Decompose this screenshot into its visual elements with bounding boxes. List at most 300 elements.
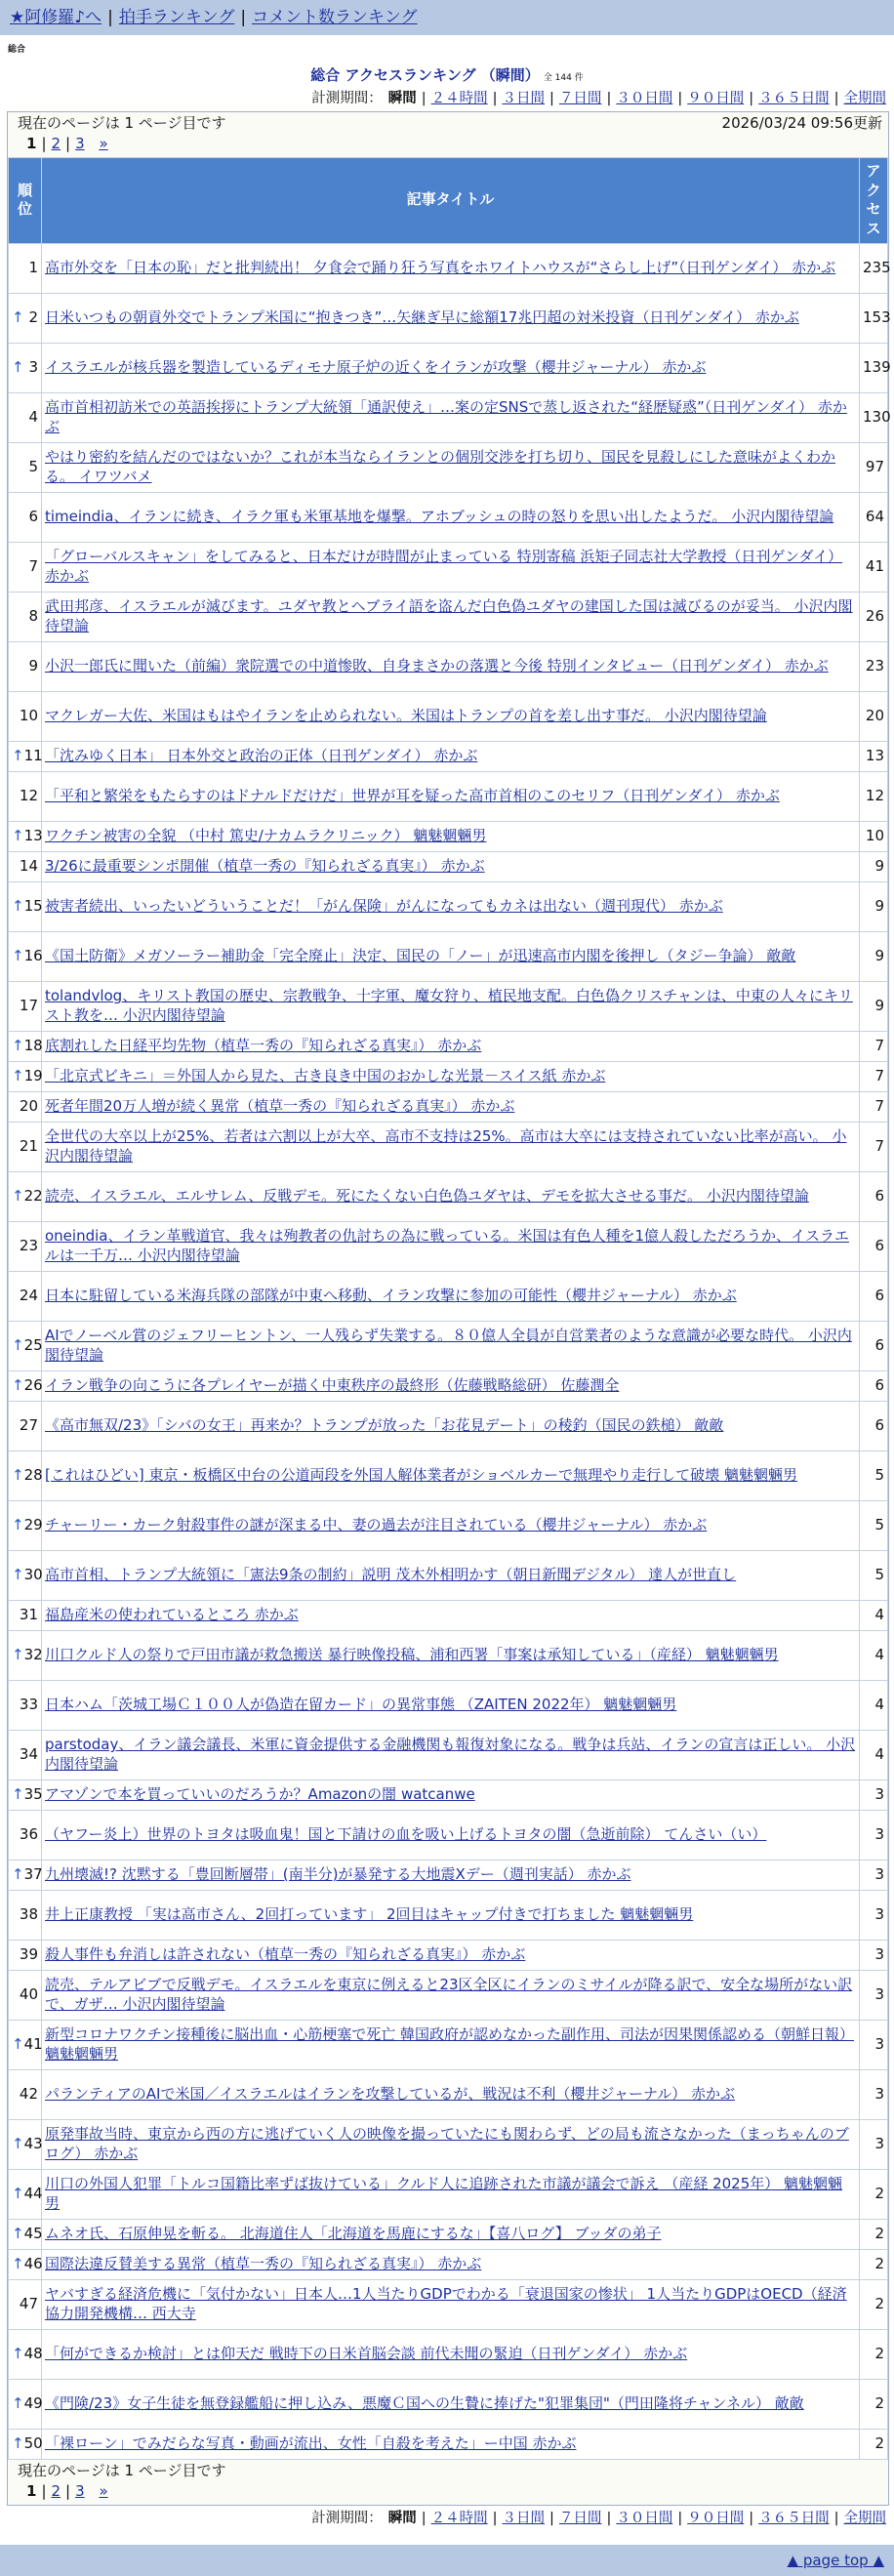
table-row — [9, 1271, 888, 1321]
article-link[interactable]: マクレガー大佐、米国はもはやイランを止められない。米国はトランプの首を差し出す事だ。 小沢内閣待望論 — [45, 707, 767, 725]
comment-ranking-link[interactable]: コメント数ランキング — [252, 7, 418, 27]
rank-cell — [9, 1122, 42, 1171]
access-count: 2 — [860, 2429, 888, 2459]
rank-up-arrow-icon: ↑ — [12, 1336, 24, 1355]
rank-number: 50 — [23, 2434, 43, 2453]
article-link[interactable]: 九州壊滅!? 沈黙する「豊回断層帯」(南半分)が暴発する大地震Xデー（週刊実話） 赤かぶ — [45, 1865, 631, 1884]
table-row — [9, 1550, 888, 1600]
title-cell — [42, 392, 860, 442]
updated-timestamp: 2026/03/24 09:56更新 — [721, 113, 882, 132]
rank-header: 順位 — [9, 157, 42, 243]
title-cell — [42, 881, 860, 931]
rank-number: 31 — [19, 1606, 38, 1624]
rank-number: 3 — [28, 358, 38, 377]
rank-cell — [9, 1630, 42, 1680]
rank-cell — [9, 1810, 42, 1860]
title-cell — [42, 1600, 860, 1630]
rank-cell — [9, 2119, 42, 2169]
rank-cell — [9, 542, 42, 592]
rank-cell — [9, 1550, 42, 1600]
access-count: 5 — [860, 1500, 888, 1550]
title-cell — [42, 641, 860, 691]
rank-cell — [9, 691, 42, 741]
article-link[interactable]: 「裸ローン」でみだらな写真・動画が流出、女性「自殺を考えた」ー中国 赤かぶ — [45, 2434, 577, 2453]
access-count: 7 — [860, 1061, 888, 1091]
period-link[interactable]: ２４時間 — [430, 90, 488, 106]
rank-cell — [9, 1970, 42, 2020]
access-count: 9 — [860, 881, 888, 931]
rank-up-arrow-icon: ↑ — [12, 947, 24, 965]
access-count: 41 — [860, 542, 888, 592]
table-row — [9, 691, 888, 741]
pager — [8, 135, 888, 157]
rank-number: 1 — [28, 259, 38, 277]
ranking-rows — [9, 243, 891, 2459]
table-row — [9, 2279, 888, 2329]
title-cell — [42, 2119, 860, 2169]
title-cell — [42, 1860, 860, 1890]
table-row — [9, 2379, 888, 2429]
article-link[interactable]: （ヤフー炎上）世界のトヨタは吸血鬼！国と下請けの血を吸い上げるトヨタの闇（急逝前除） てんさい（い） — [45, 1825, 767, 1844]
period-separator: | — [749, 2510, 754, 2526]
pager-separator — [90, 2482, 95, 2500]
rank-number: 7 — [28, 557, 38, 576]
title-cell — [42, 1091, 860, 1122]
rank-number: 27 — [19, 1416, 38, 1435]
current-page-text: 現在のページは 1 ページ目です — [18, 113, 226, 132]
table-row — [9, 1810, 888, 1860]
title-cell — [42, 1061, 860, 1091]
rank-cell — [9, 392, 42, 442]
article-link[interactable]: 小沢一郎氏に聞いた（前編）衆院選での中道惨敗、自身まさかの落選と今後 特別インタビュー（日刊ゲンダイ） 赤かぶ — [45, 657, 829, 675]
title-cell — [42, 2249, 860, 2279]
table-row — [9, 1451, 888, 1500]
pager-page-link[interactable]: 2 — [51, 2481, 61, 2500]
rank-cell — [9, 2020, 42, 2069]
title-header: 記事タイトル — [42, 157, 860, 243]
article-link[interactable]: 「平和と繁栄をもたらすのはドナルドだけだ」世界が耳を疑った高市首相のこのセリフ（日刊ゲンダイ） 赤かぶ — [45, 787, 780, 805]
rank-number: 23 — [19, 1237, 38, 1255]
table-row — [9, 1031, 888, 1061]
rank-number: 10 — [19, 707, 38, 725]
page-top-link[interactable]: ▲ page top ▲ — [787, 2551, 884, 2569]
rank-number: 21 — [19, 1137, 38, 1156]
title-cell — [42, 2379, 860, 2429]
rank-cell — [9, 243, 42, 293]
period-link[interactable]: ３６５日間 — [758, 2510, 830, 2526]
home-link[interactable]: ★阿修羅♪へ — [10, 7, 102, 27]
rank-up-arrow-icon: ↑ — [12, 308, 24, 327]
period-separator: | — [492, 2510, 498, 2526]
article-link[interactable]: 読売、テルアビブで反戦デモ。イスラエルを東京に例えると23区全区にイランのミサイルが降る訳で、安全な場所がない訳で、ガザ… 小沢内閣待望論 — [45, 1976, 853, 2013]
access-count: 2 — [860, 2329, 888, 2379]
article-link[interactable]: 《門険/23》女子生徒を無登録艦船に押し込み、悪魔Ｃ国への生贄に捧げた"犯罪集団"（門田隆将チャンネル） 敵敵 — [45, 2394, 804, 2413]
period-link[interactable]: ３０日間 — [616, 2510, 673, 2526]
table-row — [9, 492, 888, 542]
title-cell — [42, 1221, 860, 1271]
period-link[interactable]: ２４時間 — [430, 2510, 488, 2526]
article-link[interactable]: やはり密約を結んだのではないか？これが本当ならイランとの個別交渉を打ち切り、国民を見殺しにした意味がよくわかる。 イワツバメ — [45, 448, 836, 485]
title-cell — [42, 1500, 860, 1550]
article-link[interactable]: 川口クルド人の祭りで戸田市議が救急搬送 暴行映像投稿、浦和西署「事案は承知している」（産経） 魑魅魍魎男 — [45, 1646, 779, 1664]
article-link[interactable]: 「グローバルスキャン」をしてみると、日本だけが時間が止まっている 特別寄稿 浜矩子同志社大学教授（日刊ゲンダイ） 赤かぶ — [45, 548, 843, 585]
title-cell — [42, 1779, 860, 1810]
table-row — [9, 851, 888, 881]
section-label: 総合 — [8, 45, 26, 55]
title-cell — [42, 343, 860, 392]
rank-cell — [9, 2379, 42, 2429]
article-link[interactable]: パランティアのAIで米国／イスラエルはイランを攻撃しているが、戦況は不利（櫻井ジャーナル） 赤かぶ — [45, 2085, 736, 2104]
rank-up-arrow-icon: ↑ — [12, 1037, 24, 1055]
rank-cell — [9, 1940, 42, 1970]
period-separator: | — [606, 2510, 612, 2526]
access-count: 3 — [860, 2069, 888, 2119]
article-link[interactable]: 国際法違反賛美する異常（植草一秀の『知られざる真実』） 赤かぶ — [45, 2255, 482, 2273]
article-link[interactable]: イスラエルが核兵器を製造しているディモナ原子炉の近くをイランが攻撃（櫻井ジャーナル） 赤かぶ — [45, 358, 707, 377]
access-count: 153 — [860, 293, 888, 343]
page-title-text: 総合 アクセスランキング （瞬間） — [310, 66, 540, 84]
article-link[interactable]: 「何ができるか検討」とは仰天だ 戦時下の日米首脳会談 前代未聞の緊迫（日刊ゲンダイ） 赤かぶ — [45, 2345, 688, 2363]
title-cell — [42, 2429, 860, 2459]
article-link[interactable]: 日本に駐留している米海兵隊の部隊が中東へ移動、イラン攻撃に参加の可能性（櫻井ジャーナル） 赤かぶ — [45, 1287, 737, 1305]
table-row — [9, 2119, 888, 2169]
access-count: 2 — [860, 2169, 888, 2219]
title-cell — [42, 981, 860, 1031]
article-link[interactable]: 高市首相、トランプ大統領に「憲法9条の制約」説明 茂木外相明かす（朝日新聞デジタル） 達人が世直し — [45, 1566, 737, 1584]
period-link[interactable]: 全期間 — [843, 2510, 886, 2526]
table-row — [9, 243, 888, 293]
rank-cell — [9, 1500, 42, 1550]
access-count: 2 — [860, 2379, 888, 2429]
rank-up-arrow-icon: ↑ — [12, 2185, 24, 2203]
access-count: 6 — [860, 1321, 888, 1370]
title-cell — [42, 1810, 860, 1860]
ranking-panel — [7, 111, 889, 2506]
table-row — [9, 2020, 888, 2069]
top-nav — [0, 0, 894, 35]
table-row — [9, 2069, 888, 2119]
rank-up-arrow-icon: ↑ — [12, 897, 24, 916]
count-header: アクセス — [860, 157, 888, 243]
rank-cell — [9, 2329, 42, 2379]
title-cell — [42, 2279, 860, 2329]
title-cell — [42, 851, 860, 881]
title-cell — [42, 931, 860, 981]
rank-number: 24 — [19, 1287, 38, 1305]
rank-cell — [9, 1031, 42, 1061]
rank-up-arrow-icon: ↑ — [12, 1067, 24, 1085]
table-row — [9, 1171, 888, 1221]
clap-ranking-link[interactable]: 拍手ランキング — [118, 7, 235, 27]
table-row — [9, 293, 888, 343]
access-count: 235 — [860, 243, 888, 293]
period-link[interactable]: ９０日間 — [687, 2510, 745, 2526]
article-link[interactable]: 底割れした日経平均先物（植草一秀の『知られざる真実』） 赤かぶ — [45, 1037, 482, 1055]
period-link[interactable]: ３０日間 — [616, 90, 673, 106]
rank-up-arrow-icon: ↑ — [12, 1466, 24, 1485]
rank-up-arrow-icon: ↑ — [12, 2135, 24, 2153]
article-link[interactable]: 殺人事件も弁消しは許されない（植草一秀の『知られざる真実』） 赤かぶ — [45, 1945, 526, 1964]
pager-current-page[interactable]: 1 — [26, 2481, 37, 2500]
rank-up-arrow-icon: ↑ — [12, 2345, 24, 2363]
rank-up-arrow-icon: ↑ — [12, 1785, 24, 1804]
table-row — [9, 2429, 888, 2459]
table-header-row — [9, 157, 888, 243]
access-count: 6 — [860, 1401, 888, 1451]
access-count: 3 — [860, 1970, 888, 2020]
access-count: 4 — [860, 1680, 888, 1730]
access-count: 26 — [860, 592, 888, 641]
article-link[interactable]: timeindia、イランに続き、イラク軍も米軍基地を爆撃。アホブッシュの時の怒りを思い出したようだ。 小沢内閣待望論 — [45, 508, 834, 526]
period-link[interactable]: ３日間 — [502, 90, 546, 106]
access-count: 20 — [860, 691, 888, 741]
period-link[interactable]: ３日間 — [502, 2510, 546, 2526]
rank-number: 45 — [23, 2225, 43, 2243]
period-link[interactable]: ７日間 — [558, 90, 602, 106]
title-cell — [42, 2329, 860, 2379]
access-count: 64 — [860, 492, 888, 542]
rank-up-arrow-icon: ↑ — [12, 1566, 24, 1584]
rank-up-arrow-icon: ↑ — [12, 1376, 24, 1395]
title-cell — [42, 293, 860, 343]
table-row — [9, 1680, 888, 1730]
title-cell — [42, 1370, 860, 1401]
rank-cell — [9, 1221, 42, 1271]
current-page-text: 現在のページは 1 ページ目です — [18, 2461, 226, 2479]
period-link[interactable]: ９０日間 — [687, 90, 745, 106]
access-count: 3 — [860, 1810, 888, 1860]
article-link[interactable]: 日米いつもの朝貢外交でトランプ米国に“抱きつき”…矢継ぎ早に総額17兆円超の対米投資（日刊ゲンダイ） 赤かぶ — [45, 308, 799, 327]
rank-up-arrow-icon: ↑ — [12, 1187, 24, 1206]
rank-cell — [9, 2279, 42, 2329]
title-cell — [42, 1031, 860, 1061]
article-link[interactable]: tolandvlog、キリスト教国の歴史、宗教戦争、十字軍、魔女狩り、植民地支配。白色偽クリスチャンは、中東の人々にキリスト教を… 小沢内閣待望論 — [45, 987, 853, 1024]
period-link-current[interactable]: 瞬間 — [387, 2510, 417, 2526]
article-link[interactable]: [これはひどい] 東京・板橋区中台の公道両段を外国人解体業者がショベルカーで無理やり走行して破壊 魑魅魍魎男 — [45, 1466, 797, 1485]
table-row — [9, 771, 888, 821]
title-cell — [42, 1550, 860, 1600]
period-link-current[interactable]: 瞬間 — [387, 90, 417, 106]
title-cell — [42, 1680, 860, 1730]
pager-separator: | — [41, 2481, 47, 2500]
rank-number: 43 — [23, 2135, 43, 2153]
article-link[interactable]: アマゾンで本を買っていいのだろうか？Amazonの闇 watcanwe — [45, 1785, 475, 1804]
access-count: 3 — [860, 1860, 888, 1890]
period-label: 計測期間： — [311, 2510, 383, 2526]
access-count: 97 — [860, 442, 888, 492]
pager-page-link[interactable]: 3 — [75, 2481, 85, 2500]
period-separator: | — [606, 90, 612, 106]
table-row — [9, 1061, 888, 1091]
access-count: 3 — [860, 1890, 888, 1940]
access-count: 7 — [860, 1122, 888, 1171]
period-link[interactable]: ３６５日間 — [758, 90, 830, 106]
rank-cell — [9, 2249, 42, 2279]
title-cell — [42, 1401, 860, 1451]
rank-number: 20 — [19, 1097, 38, 1116]
table-row — [9, 343, 888, 392]
access-count: 3 — [860, 1779, 888, 1810]
rank-number: 47 — [19, 2295, 38, 2313]
access-count: 7 — [860, 1091, 888, 1122]
table-row — [9, 1890, 888, 1940]
article-link[interactable]: 《高市無双/23》「シバの女王」再来か？トランプが放った「お花見デート」の稜釣（国民の鉄槌） 敵敵 — [45, 1416, 724, 1435]
table-row — [9, 592, 888, 641]
article-link[interactable]: AIでノーベル賞のジェフリーヒントン、一人残らず失業する。８０億人全員が自営業者のような意識が必要な時代。 小沢内閣待望論 — [45, 1327, 852, 1364]
access-count: 4 — [860, 1730, 888, 1779]
rank-number: 2 — [28, 308, 38, 327]
title-cell — [42, 821, 860, 851]
article-link[interactable]: 武田邦彦、イスラエルが滅びます。ユダヤ教とヘブライ語を盗んだ白色偽ユダヤの建国した国は滅びるのが妥当。 小沢内閣待望論 — [45, 597, 853, 634]
article-link[interactable]: ムネオ氏、石原伸晃を斬る。 北海道住人「北海道を馬鹿にするな」【喜八ログ】 ブッダの弟子 — [45, 2225, 662, 2243]
rank-up-arrow-icon: ↑ — [12, 827, 24, 845]
table-row — [9, 641, 888, 691]
article-link[interactable]: 被害者続出、いったいどういうことだ！「がん保険」がんになってもカネは出ない（週刊現代） 赤かぶ — [45, 897, 723, 916]
period-separator: | — [421, 2510, 427, 2526]
table-row — [9, 821, 888, 851]
rank-up-arrow-icon: ↑ — [12, 358, 24, 377]
rank-cell — [9, 1321, 42, 1370]
title-cell — [42, 1730, 860, 1779]
pager-next-link[interactable]: » — [99, 134, 108, 152]
table-row — [9, 542, 888, 592]
article-link[interactable]: 3/26に最重要シンポ開催（植草一秀の『知られざる真実』） 赤かぶ — [45, 857, 485, 876]
ranking-table — [8, 157, 891, 2460]
period-separator: | — [749, 90, 754, 106]
rank-cell — [9, 741, 42, 771]
article-link[interactable]: 原発事故当時、東京から西の方に逃げていく人の映像を撮っていたにも関わらず、どの局も流さなかった（まっちゃんのブログ） 赤かぶ — [45, 2125, 849, 2162]
period-link[interactable]: 全期間 — [843, 90, 886, 106]
table-row — [9, 1221, 888, 1271]
title-cell — [42, 492, 860, 542]
rank-number: 17 — [19, 997, 38, 1015]
article-link[interactable]: 川口の外国人犯罪「トルコ国籍比率ずば抜けている」クルド人に追跡された市議が議会で訴え （産経 2025年） 魑魅魍魎男 — [45, 2175, 843, 2212]
table-row — [9, 392, 888, 442]
rank-cell — [9, 2429, 42, 2459]
access-count: 3 — [860, 2119, 888, 2169]
title-cell — [42, 1940, 860, 1970]
title-cell — [42, 542, 860, 592]
footer-bar — [0, 2545, 894, 2576]
article-link[interactable]: 「北京式ビキニ」＝外国人から見た、古き良き中国のおかしな光景－スイス紙 赤かぶ — [45, 1067, 606, 1085]
article-link[interactable]: イラン戦争の向こうに各プレイヤーが描く中東秩序の最終形（佐藤戦略総研） 佐藤潤全 — [45, 1376, 620, 1395]
rank-cell — [9, 881, 42, 931]
table-row — [9, 1730, 888, 1779]
pager-next-link[interactable]: » — [99, 2481, 108, 2500]
article-link[interactable]: 読売、イスラエル、エルサレム、反戦デモ。死にたくない白色偽ユダヤは、デモを拡大させる事だ。 小沢内閣待望論 — [45, 1187, 809, 1206]
access-count: 130 — [860, 392, 888, 442]
article-link[interactable]: parstoday、イラン議会議長、米軍に資金提供する金融機関も報復対象になる。戦争は兵站、イランの宣言は正しい。 小沢内閣待望論 — [45, 1736, 856, 1773]
period-link[interactable]: ７日間 — [558, 2510, 602, 2526]
article-link[interactable]: 高市首相初訪米での英語挨拶にトランプ大統領「通訳使え」…案の定SNSで蒸し返された“経歴疑惑”（日刊ゲンダイ） 赤かぶ — [45, 398, 847, 435]
rank-cell — [9, 1401, 42, 1451]
rank-cell — [9, 821, 42, 851]
article-link[interactable]: 《国土防衛》メガソーラー補助金「完全廃止」決定、国民の「ノー」が迅速高市内閣を後押し（タジー争論） 敵敵 — [45, 947, 796, 965]
rank-number: 22 — [23, 1187, 43, 1206]
article-link[interactable]: 高市外交を「日本の恥」だと批判続出！ 夕食会で踊り狂う写真をホワイトハウスが“さらし上げ”（日刊ゲンダイ） 赤かぶ — [45, 259, 836, 277]
article-link[interactable]: チャーリー・カーク射殺事件の謎が深まる中、妻の過去が注目されている（櫻井ジャーナル） 赤かぶ — [45, 1516, 708, 1534]
table-row — [9, 2329, 888, 2379]
article-link[interactable]: 「沈みゆく日本」 日本外交と政治の正体（日刊ゲンダイ） 赤かぶ — [45, 747, 478, 765]
table-row — [9, 1500, 888, 1550]
rank-number: 25 — [23, 1336, 43, 1355]
rank-cell — [9, 2169, 42, 2219]
article-link[interactable]: 死者年間20万人増が続く異常（植草一秀の『知られざる真実』） 赤かぶ — [45, 1097, 515, 1116]
pager-page-link[interactable]: 3 — [75, 134, 85, 152]
rank-number: 44 — [23, 2185, 43, 2203]
rank-cell — [9, 592, 42, 641]
pager-separator — [90, 135, 95, 152]
rank-number: 32 — [23, 1646, 43, 1664]
rank-number: 48 — [23, 2345, 43, 2363]
period-separator: | — [549, 2510, 554, 2526]
title-cell — [42, 243, 860, 293]
rank-cell — [9, 771, 42, 821]
period-separator: | — [833, 2510, 839, 2526]
status-bar-bottom — [8, 2460, 888, 2482]
table-row — [9, 981, 888, 1031]
access-count: 3 — [860, 2020, 888, 2069]
rank-number: 5 — [28, 458, 38, 476]
rank-up-arrow-icon: ↑ — [12, 747, 24, 765]
access-count: 6 — [860, 1370, 888, 1401]
article-link[interactable]: ヤバすぎる経済危機に「気付かない」日本人…1人当たりGDPでわかる「衰退国家の惨状」 1人当たりGDPはOECD（経済協力開発機構… 西大寺 — [45, 2285, 847, 2322]
access-count: 4 — [860, 1600, 888, 1630]
rank-up-arrow-icon: ↑ — [12, 2255, 24, 2273]
pager-bottom — [8, 2482, 888, 2505]
article-link[interactable]: 福島産米の使われているところ 赤かぶ — [45, 1606, 299, 1624]
rank-number: 46 — [23, 2255, 43, 2273]
table-row — [9, 1091, 888, 1122]
rank-cell — [9, 1890, 42, 1940]
access-count: 6 — [860, 1221, 888, 1271]
article-link[interactable]: 全世代の大卒以上が25%、若者は六割以上が大卒、高市不支持は25%。高市は大卒には支持されていない比率が高い。 小沢内閣待望論 — [45, 1127, 847, 1165]
title-cell — [42, 1122, 860, 1171]
access-count: 23 — [860, 641, 888, 691]
rank-number: 36 — [19, 1825, 38, 1844]
rank-number: 29 — [23, 1516, 43, 1534]
title-cell — [42, 2169, 860, 2219]
rank-cell — [9, 343, 42, 392]
rank-up-arrow-icon: ↑ — [12, 2225, 24, 2243]
article-link[interactable]: 新型コロナワクチン接種後に脳出血・心筋梗塞で死亡 韓国政府が認めなかった副作用、司法が因果関係認める（朝鮮日報） 魑魅魍魎男 — [45, 2025, 855, 2063]
rank-cell — [9, 1730, 42, 1779]
access-count: 139 — [860, 343, 888, 392]
rank-number: 4 — [28, 408, 38, 427]
access-count: 13 — [860, 741, 888, 771]
table-row — [9, 1970, 888, 2020]
pager-page-link[interactable]: 2 — [51, 134, 61, 152]
title-cell — [42, 1321, 860, 1370]
article-link[interactable]: 日本ハム「茨城工場Ｃ１００人が偽造在留カード」の異常事態 （ZAITEN 2022年） 魑魅魍魎男 — [45, 1696, 677, 1714]
table-row — [9, 741, 888, 771]
rank-cell — [9, 1061, 42, 1091]
period-selector — [0, 90, 894, 109]
rank-cell — [9, 1779, 42, 1810]
table-row — [9, 1600, 888, 1630]
pager-current-page[interactable]: 1 — [26, 134, 37, 152]
article-link[interactable]: 井上正康教授 「実は高市さん、2回打っています」 2回目はキャップ付きで打ちました 魑魅魍魎男 — [45, 1905, 694, 1924]
period-separator: | — [677, 90, 683, 106]
access-count: 6 — [860, 1271, 888, 1321]
rank-number: 42 — [19, 2085, 38, 2104]
rank-number: 9 — [28, 657, 38, 675]
rank-cell — [9, 981, 42, 1031]
title-cell — [42, 1890, 860, 1940]
title-cell — [42, 2020, 860, 2069]
article-link[interactable]: oneindia、イラン革戦道官、我々は殉教者の仇討ちの為に戦っている。米国は有色人種を1億人殺しただろうか、イスラエルは一千万… 小沢内閣待望論 — [45, 1227, 849, 1264]
article-link[interactable]: ワクチン被害の全貌 （中村 篤史/ナカムラクリニック） 魑魅魍魎男 — [45, 827, 487, 845]
